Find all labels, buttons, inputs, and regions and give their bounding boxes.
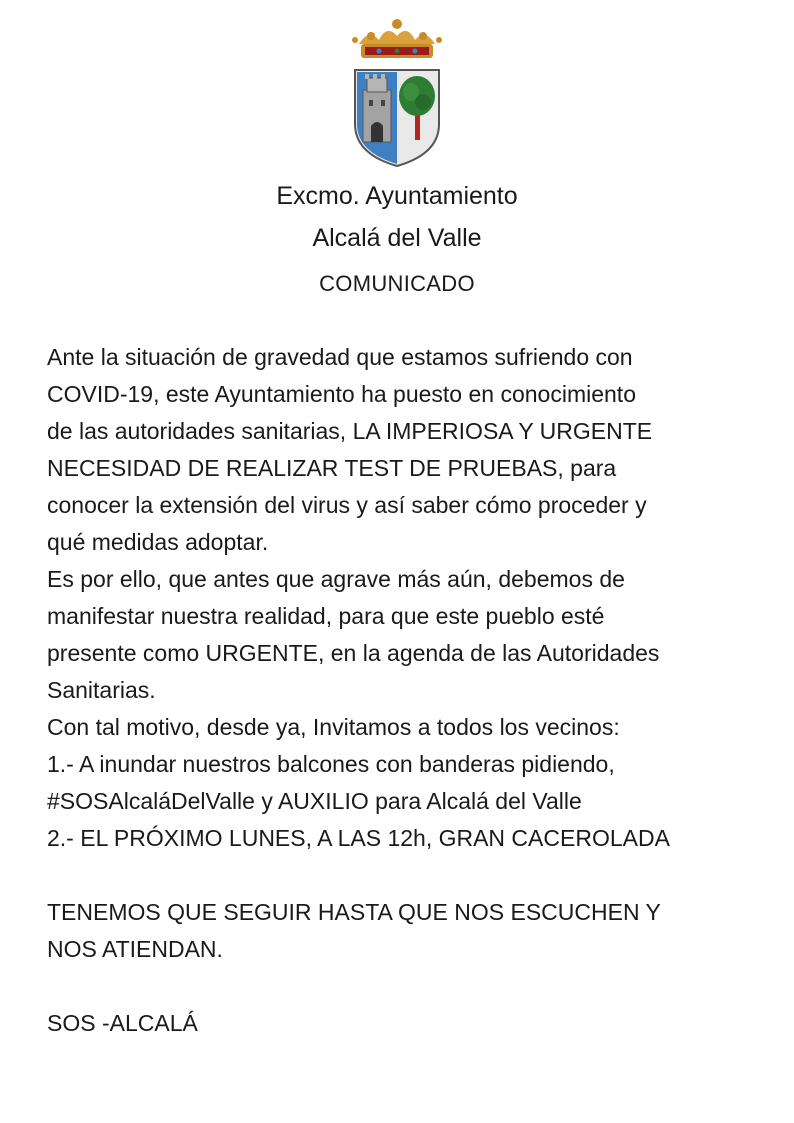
coat-of-arms-icon	[349, 14, 445, 170]
document-title: COMUNICADO	[319, 271, 475, 296]
body-line: de las autoridades sanitarias, LA IMPERIOSA Y URGENTE	[47, 418, 653, 444]
communique-body	[47, 339, 767, 1042]
closing-line: TENEMOS QUE SEGUIR HASTA QUE NOS ESCUCHEN Y	[47, 899, 661, 925]
body-line: qué medidas adoptar.	[47, 529, 269, 555]
closing-line: NOS ATIENDAN.	[47, 936, 223, 962]
org-name-line1: Excmo. Ayuntamiento	[276, 182, 518, 210]
body-line: Es por ello, que antes que agrave más aún, debemos de	[47, 566, 625, 592]
crown-icon	[352, 19, 442, 58]
body-line: conocer la extensión del virus y así saber cómo proceder y	[47, 492, 647, 518]
body-line: 2.- EL PRÓXIMO LUNES, A LAS 12h, GRAN CACEROLADA	[47, 825, 670, 851]
body-line: Con tal motivo, desde ya, Invitamos a todos los vecinos:	[47, 714, 620, 740]
tower-icon	[363, 74, 391, 142]
body-line: Sanitarias.	[47, 677, 156, 703]
body-line: presente como URGENTE, en la agenda de las Autoridades	[47, 640, 660, 666]
shield-icon	[355, 70, 439, 166]
body-line: #SOSAlcaláDelValle y AUXILIO para Alcalá del Valle	[47, 788, 582, 814]
body-line: 1.- A inundar nuestros balcones con banderas pidiendo,	[47, 751, 615, 777]
signature: SOS -ALCALÁ	[47, 1010, 198, 1036]
body-line: NECESIDAD DE REALIZAR TEST DE PRUEBAS, para	[47, 455, 617, 481]
body-line: COVID-19, este Ayuntamiento ha puesto en conocimiento	[47, 381, 636, 407]
org-name-line2: Alcalá del Valle	[312, 224, 482, 252]
body-line: manifestar nuestra realidad, para que este pueblo esté	[47, 603, 605, 629]
body-line: Ante la situación de gravedad que estamos sufriendo con	[47, 344, 633, 370]
